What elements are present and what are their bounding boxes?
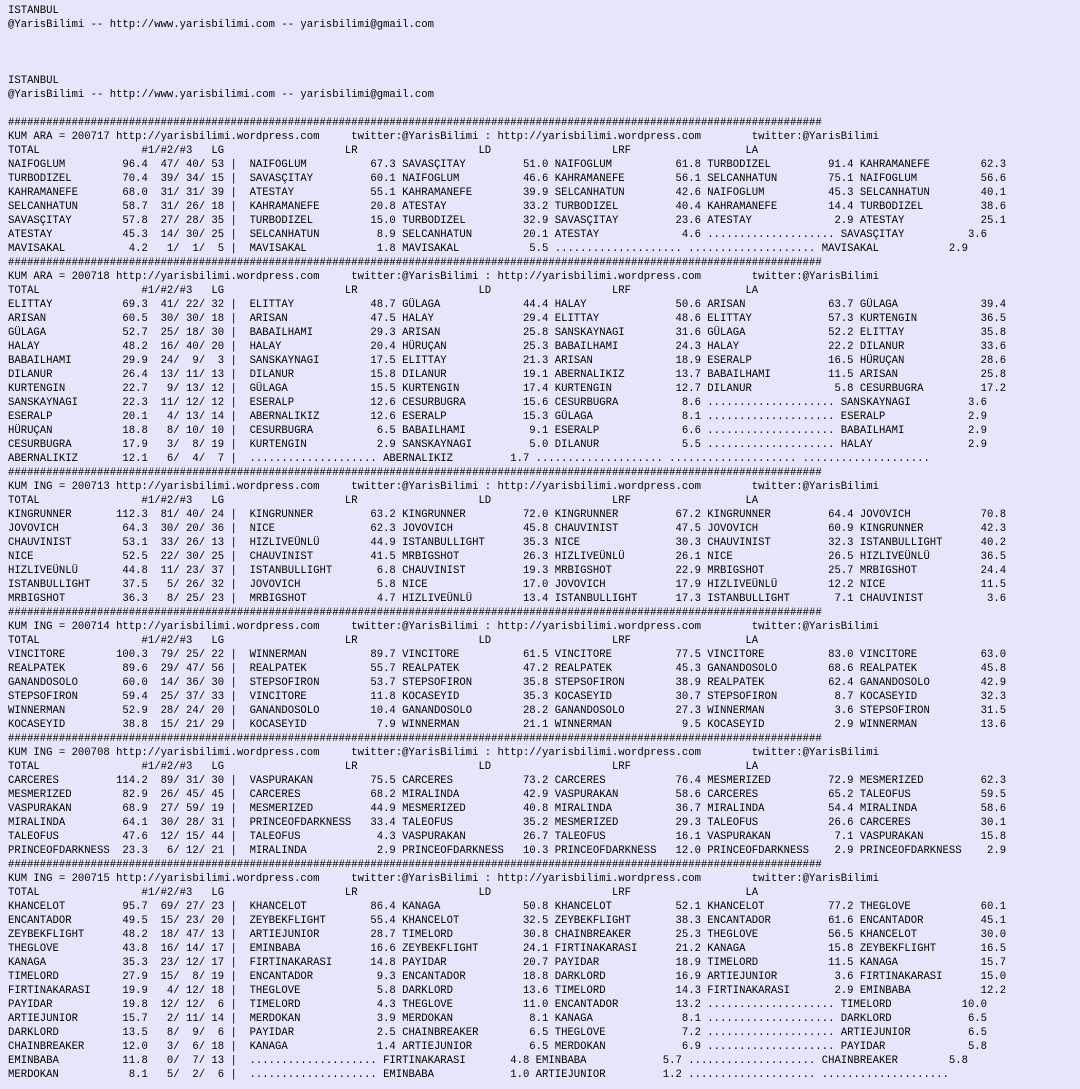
table-row: ESERALP 20.1 4/ 13/ 14 | ABERNALIKIZ 12.6 ESERALP 15.3 GÜLAGA 8.1 .................... ESERALP 2.9 — [8, 411, 988, 423]
race-title: KUM ING = 200715 http://yarisbilimi.wordpress.com twitter:@YarisBilimi : http://yarisbilimi.wordpress.com twitter:@YarisBilimi — [8, 873, 879, 885]
header-city: ISTANBUL — [8, 5, 59, 17]
table-header-row: TOTAL #1/#2/#3 LG LR LD LRF LA — [8, 887, 759, 899]
table-header-row: TOTAL #1/#2/#3 LG LR LD LRF LA — [8, 145, 759, 157]
race-title: KUM ING = 200714 http://yarisbilimi.wordpress.com twitter:@YarisBilimi : http://yarisbilimi.wordpress.com twitter:@YarisBilimi — [8, 621, 879, 633]
table-row: VINCITORE 100.3 79/ 25/ 22 | WINNERMAN 89.7 VINCITORE 61.5 VINCITORE 77.5 VINCITORE 83.0 VINCITORE 63.0 — [8, 649, 1007, 661]
separator-line: ################################################################################################################################ — [8, 467, 822, 479]
table-row: CHAUVINIST 53.1 33/ 26/ 13 | HIZLIVEÜNLÜ 44.9 ISTANBULLIGHT 35.3 NICE 30.3 CHAUVINIST 32.3 ISTANBULLIGHT 40.2 — [8, 537, 1007, 549]
separator-line: ################################################################################################################################ — [8, 859, 822, 871]
table-row: ISTANBULLIGHT 37.5 5/ 26/ 32 | JOVOVICH 5.8 NICE 17.0 JOVOVICH 17.9 HIZLIVEÜNLÜ 12.2 NICE 11.5 — [8, 579, 1007, 591]
table-row: ABERNALIKIZ 12.1 6/ 4/ 7 | .................... ABERNALIKIZ 1.7 .................... .................... .................... — [8, 453, 930, 465]
table-row: PRINCEOFDARKNESS 23.3 6/ 12/ 21 | MIRALINDA 2.9 PRINCEOFDARKNESS 10.3 PRINCEOFDARKNESS 12.0 PRINCEOFDARKNESS 2.9 PRINCEOFDARKNESS 2.9 — [8, 845, 1007, 857]
separator-line: ################################################################################################################################ — [8, 733, 822, 745]
table-row: WINNERMAN 52.9 28/ 24/ 20 | GANANDOSOLO 10.4 GANANDOSOLO 28.2 GANANDOSOLO 27.3 WINNERMAN 3.6 STEPSOFIRON 31.5 — [8, 705, 1007, 717]
table-row: ARTIEJUNIOR 15.7 2/ 11/ 14 | MERDOKAN 3.9 MERDOKAN 8.1 KANAGA 8.1 .................... DARKLORD 6.5 — [8, 1013, 988, 1025]
table-row: MERDOKAN 8.1 5/ 2/ 6 | .................... EMINBABA 1.0 ARTIEJUNIOR 1.2 .................... .................... — [8, 1069, 949, 1081]
table-row: STEPSOFIRON 59.4 25/ 37/ 33 | VINCITORE 11.8 KOCASEYID 35.3 KOCASEYID 30.7 STEPSOFIRON 8.7 KOCASEYID 32.3 — [8, 691, 1007, 703]
table-row: DARKLORD 13.5 8/ 9/ 6 | PAYIDAR 2.5 CHAINBREAKER 6.5 THEGLOVE 7.2 .................... ARTIEJUNIOR 6.5 — [8, 1027, 988, 1039]
table-row: TIMELORD 27.9 15/ 8/ 19 | ENCANTADOR 9.3 ENCANTADOR 18.8 DARKLORD 16.9 ARTIEJUNIOR 3.6 FIRTINAKARASI 15.0 — [8, 971, 1007, 983]
table-row: SANSKAYNAGI 22.3 11/ 12/ 12 | ESERALP 12.6 CESURBUGRA 15.6 CESURBUGRA 8.6 .................... SANSKAYNAGI 3.6 — [8, 397, 988, 409]
spacer — [8, 60, 1006, 74]
race-title: KUM ING = 200708 http://yarisbilimi.wordpress.com twitter:@YarisBilimi : http://yarisbilimi.wordpress.com twitter:@YarisBilimi — [8, 747, 879, 759]
table-row: MAVISAKAL 4.2 1/ 1/ 5 | MAVISAKAL 1.8 MAVISAKAL 5.5 .................... .................... MAVISAKAL 2.9 — [8, 243, 968, 255]
header-credits: @YarisBilimi -- http://www.yarisbilimi.com -- yarisbilimi@gmail.com — [8, 19, 434, 31]
table-row: ATESTAY 45.3 14/ 30/ 25 | SELCANHATUN 8.9 SELCANHATUN 20.1 ATESTAY 4.6 .................... SAVASÇITAY 3.6 — [8, 229, 988, 241]
separator-line: ################################################################################################################################ — [8, 607, 822, 619]
table-header-row: TOTAL #1/#2/#3 LG LR LD LRF LA — [8, 285, 759, 297]
results-document — [8, 4, 1006, 1082]
table-row: REALPATEK 89.6 29/ 47/ 56 | REALPATEK 55.7 REALPATEK 47.2 REALPATEK 45.3 GANANDOSOLO 68.6 REALPATEK 45.8 — [8, 663, 1007, 675]
table-header-row: TOTAL #1/#2/#3 LG LR LD LRF LA — [8, 761, 759, 773]
table-row: GANANDOSOLO 60.0 14/ 36/ 30 | STEPSOFIRON 53.7 STEPSOFIRON 35.8 STEPSOFIRON 38.9 REALPATEK 62.4 GANANDOSOLO 42.9 — [8, 677, 1007, 689]
race-blocks — [8, 116, 1006, 1082]
table-row: THEGLOVE 43.8 16/ 14/ 17 | EMINBABA 16.6 ZEYBEKFLIGHT 24.1 FIRTINAKARASI 21.2 KANAGA 15.8 ZEYBEKFLIGHT 16.5 — [8, 943, 1007, 955]
separator-line: ################################################################################################################################ — [8, 117, 822, 129]
table-row: HIZLIVEÜNLÜ 44.8 11/ 23/ 37 | ISTANBULLIGHT 6.8 CHAUVINIST 19.3 MRBIGSHOT 22.9 MRBIGSHOT 25.7 MRBIGSHOT 24.4 — [8, 565, 1007, 577]
table-row: CESURBUGRA 17.9 3/ 8/ 19 | KURTENGIN 2.9 SANSKAYNAGI 5.0 DILANUR 5.5 .................... HALAY 2.9 — [8, 439, 988, 451]
table-row: ARISAN 60.5 30/ 30/ 18 | ARISAN 47.5 HALAY 29.4 ELITTAY 48.6 ELITTAY 57.3 KURTENGIN 36.5 — [8, 313, 1007, 325]
table-row: VASPURAKAN 68.9 27/ 59/ 19 | MESMERIZED 44.9 MESMERIZED 40.8 MIRALINDA 36.7 MIRALINDA 54.4 MIRALINDA 58.6 — [8, 803, 1007, 815]
table-row: HÜRUÇAN 18.8 8/ 10/ 10 | CESURBUGRA 6.5 BABAILHAMI 9.1 ESERALP 6.6 .................... BABAILHAMI 2.9 — [8, 425, 988, 437]
table-row: SAVASÇITAY 57.8 27/ 28/ 35 | TURBODIZEL 15.0 TURBODIZEL 32.9 SAVASÇITAY 23.6 ATESTAY 2.9 ATESTAY 25.1 — [8, 215, 1007, 227]
table-row: KAHRAMANEFE 68.0 31/ 31/ 39 | ATESTAY 55.1 KAHRAMANEFE 39.9 SELCANHATUN 42.6 NAIFOGLUM 45.3 SELCANHATUN 40.1 — [8, 187, 1007, 199]
race-title: KUM ARA = 200718 http://yarisbilimi.wordpress.com twitter:@YarisBilimi : http://yarisbilimi.wordpress.com twitter:@YarisBilimi — [8, 271, 879, 283]
table-row: GÜLAGA 52.7 25/ 18/ 30 | BABAILHAMI 29.3 ARISAN 25.8 SANSKAYNAGI 31.6 GÜLAGA 52.2 ELITTAY 35.8 — [8, 327, 1007, 339]
table-row: KHANCELOT 95.7 69/ 27/ 23 | KHANCELOT 86.4 KANAGA 50.8 KHANCELOT 52.1 KHANCELOT 77.2 THEGLOVE 60.1 — [8, 901, 1007, 913]
table-row: KOCASEYID 38.8 15/ 21/ 29 | KOCASEYID 7.9 WINNERMAN 21.1 WINNERMAN 9.5 KOCASEYID 2.9 WINNERMAN 13.6 — [8, 719, 1007, 731]
table-row: SELCANHATUN 58.7 31/ 26/ 18 | KAHRAMANEFE 20.8 ATESTAY 33.2 TURBODIZEL 40.4 KAHRAMANEFE 14.4 TURBODIZEL 38.6 — [8, 201, 1007, 213]
table-row: BABAILHAMI 29.9 24/ 9/ 3 | SANSKAYNAGI 17.5 ELITTAY 21.3 ARISAN 18.9 ESERALP 16.5 HÜRUÇAN 28.6 — [8, 355, 1007, 367]
table-row: KANAGA 35.3 23/ 12/ 17 | FIRTINAKARASI 14.8 PAYIDAR 20.7 PAYIDAR 18.9 TIMELORD 11.5 KANAGA 15.7 — [8, 957, 1007, 969]
table-row: MRBIGSHOT 36.3 8/ 25/ 23 | MRBIGSHOT 4.7 HIZLIVEÜNLÜ 13.4 ISTANBULLIGHT 17.3 ISTANBULLIGHT 7.1 CHAUVINIST 3.6 — [8, 593, 1007, 605]
table-header-row: TOTAL #1/#2/#3 LG LR LD LRF LA — [8, 635, 759, 647]
table-row: PAYIDAR 19.8 12/ 12/ 6 | TIMELORD 4.3 THEGLOVE 11.0 ENCANTADOR 13.2 .................... TIMELORD 10.0 — [8, 999, 988, 1011]
table-row: CARCERES 114.2 89/ 31/ 30 | VASPURAKAN 75.5 CARCERES 73.2 CARCERES 76.4 MESMERIZED 72.9 MESMERIZED 62.3 — [8, 775, 1007, 787]
table-header-row: TOTAL #1/#2/#3 LG LR LD LRF LA — [8, 495, 759, 507]
table-row: DILANUR 26.4 13/ 11/ 13 | DILANUR 15.8 DILANUR 19.1 ABERNALIKIZ 13.7 BABAILHAMI 11.5 ARISAN 25.8 — [8, 369, 1007, 381]
spacer — [8, 102, 1006, 116]
table-row: MIRALINDA 64.1 30/ 28/ 31 | PRINCEOFDARKNESS 33.4 TALEOFUS 35.2 MESMERIZED 29.3 TALEOFUS 26.6 CARCERES 30.1 — [8, 817, 1007, 829]
table-row: HALAY 48.2 16/ 40/ 20 | HALAY 20.4 HÜRUÇAN 25.3 BABAILHAMI 24.3 HALAY 22.2 DILANUR 33.6 — [8, 341, 1007, 353]
separator-line: ################################################################################################################################ — [8, 257, 822, 269]
table-row: ELITTAY 69.3 41/ 22/ 32 | ELITTAY 48.7 GÜLAGA 44.4 HALAY 50.6 ARISAN 63.7 GÜLAGA 39.4 — [8, 299, 1007, 311]
race-title: KUM ING = 200713 http://yarisbilimi.wordpress.com twitter:@YarisBilimi : http://yarisbilimi.wordpress.com twitter:@YarisBilimi — [8, 481, 879, 493]
table-row: JOVOVICH 64.3 30/ 20/ 36 | NICE 62.3 JOVOVICH 45.8 CHAUVINIST 47.5 JOVOVICH 60.9 KINGRUNNER 42.3 — [8, 523, 1007, 535]
table-row: CHAINBREAKER 12.0 3/ 6/ 18 | KANAGA 1.4 ARTIEJUNIOR 6.5 MERDOKAN 6.9 .................... PAYIDAR 5.8 — [8, 1041, 988, 1053]
table-row: KURTENGIN 22.7 9/ 13/ 12 | GÜLAGA 15.5 KURTENGIN 17.4 KURTENGIN 12.7 DILANUR 5.8 CESURBUGRA 17.2 — [8, 383, 1007, 395]
table-row: NAIFOGLUM 96.4 47/ 40/ 53 | NAIFOGLUM 67.3 SAVASÇITAY 51.0 NAIFOGLUM 61.8 TURBODIZEL 91.4 KAHRAMANEFE 62.3 — [8, 159, 1007, 171]
race-title: KUM ARA = 200717 http://yarisbilimi.wordpress.com twitter:@YarisBilimi : http://yarisbilimi.wordpress.com twitter:@YarisBilimi — [8, 131, 879, 143]
table-row: EMINBABA 11.8 0/ 7/ 13 | .................... FIRTINAKARASI 4.8 EMINBABA 5.7 .................... CHAINBREAKER 5.8 — [8, 1055, 968, 1067]
table-row: ENCANTADOR 49.5 15/ 23/ 20 | ZEYBEKFLIGHT 55.4 KHANCELOT 32.5 ZEYBEKFLIGHT 38.3 ENCANTADOR 61.6 ENCANTADOR 45.1 — [8, 915, 1007, 927]
table-row: ZEYBEKFLIGHT 48.2 18/ 47/ 13 | ARTIEJUNIOR 28.7 TIMELORD 30.8 CHAINBREAKER 25.3 THEGLOVE 56.5 KHANCELOT 30.0 — [8, 929, 1007, 941]
table-row: KINGRUNNER 112.3 81/ 40/ 24 | KINGRUNNER 63.2 KINGRUNNER 72.0 KINGRUNNER 67.2 KINGRUNNER 64.4 JOVOVICH 70.8 — [8, 509, 1007, 521]
table-row: FIRTINAKARASI 19.9 4/ 12/ 18 | THEGLOVE 5.8 DARKLORD 13.6 TIMELORD 14.3 FIRTINAKARASI 2.9 EMINBABA 12.2 — [8, 985, 1007, 997]
spacer — [8, 46, 1006, 60]
table-row: NICE 52.5 22/ 30/ 25 | CHAUVINIST 41.5 MRBIGSHOT 26.3 HIZLIVEÜNLÜ 26.1 NICE 26.5 HIZLIVEÜNLÜ 36.5 — [8, 551, 1007, 563]
table-row: TURBODIZEL 70.4 39/ 34/ 15 | SAVASÇITAY 60.1 NAIFOGLUM 46.6 KAHRAMANEFE 56.1 SELCANHATUN 75.1 NAIFOGLUM 56.6 — [8, 173, 1007, 185]
spacer — [8, 32, 1006, 46]
header-city-repeat: ISTANBUL — [8, 75, 59, 87]
table-row: MESMERIZED 82.9 26/ 45/ 45 | CARCERES 68.2 MIRALINDA 42.9 VASPURAKAN 58.6 CARCERES 65.2 TALEOFUS 59.5 — [8, 789, 1007, 801]
header-credits-repeat: @YarisBilimi -- http://www.yarisbilimi.com -- yarisbilimi@gmail.com — [8, 89, 434, 101]
table-row: TALEOFUS 47.6 12/ 15/ 44 | TALEOFUS 4.3 VASPURAKAN 26.7 TALEOFUS 16.1 VASPURAKAN 7.1 VASPURAKAN 15.8 — [8, 831, 1007, 843]
